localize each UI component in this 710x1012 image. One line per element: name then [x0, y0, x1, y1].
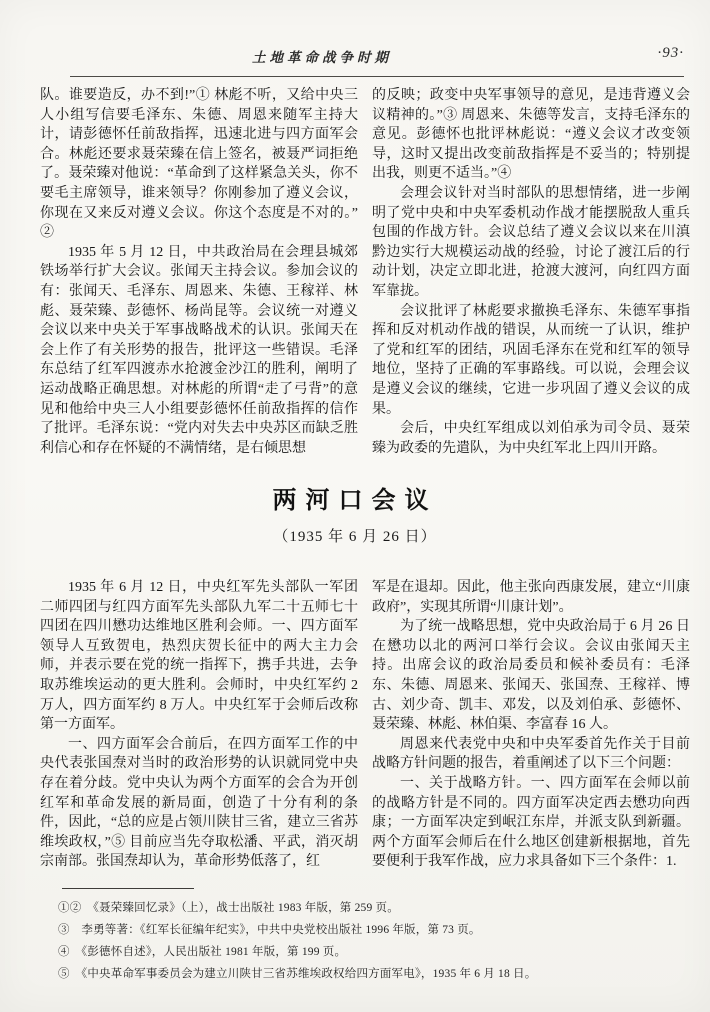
paragraph: 的反映；政变中央军事领导的意见，是违背遵义会议精神的。”③ 周恩来、朱德等发言，支持毛泽东的意见。彭德怀也批评林彪说：“遵义会议才改变领导，这时又提出改变前敌指挥是不妥当的；特别提出我，则更不适当。”④	[372, 88, 690, 182]
footnotes	[58, 897, 682, 985]
paragraph: 为了统一战略思想，党中央政治局于 6 月 26 日在懋功以北的两河口举行会议。会议由张闻天主持。出席会议的政治局委员和候补委员有：毛泽东、朱德、周恩来、张闻天、张国焘、王稼祥、博古、刘少奇、凯丰、邓发，以及刘伯承、彭德怀、聂荣臻、林彪、林伯渠、李富春 16 人。	[372, 619, 690, 733]
header-rule	[70, 76, 684, 77]
paragraph: 一、四方面军会合前后，在四方面军工作的中央代表张国焘对当时的政治形势的认识就同党中央存在着分歧。党中央认为两个方面军的会合为开创红军和革命发展的新局面，创造了十分有利的条件，因此，“总的应是占领川陕甘三省，建立三省苏维埃政权，”⑤ 目前应当先夺取松潘、平武，消灭胡宗南部。张国焘却认为，革命形势低落了，红	[40, 736, 358, 870]
footnote: ⑤ 《中央革命军事委员会为建立川陕甘三省苏维埃政权给四方面军电》，1935 年 6 月 18 日。	[58, 968, 537, 980]
paragraph: 队。谁要造反，办不到!”① 林彪不听，又给中央三人小组写信要毛泽东、朱德、周恩来随军主持大计，请彭德怀任前敌指挥，迅速北进与四方面军会合。林彪还要求聂荣臻在信上签名，被聂严词拒绝了。聂荣臻对他说：“革命到了这样紧急关头，你不要毛主席领导，谁来领导？你刚参加了遵义会议，你现在又来反对遵义会议。你这个态度是不对的。”②	[40, 88, 358, 241]
page-number: ·93·	[657, 45, 684, 61]
paragraph: 1935 年 5 月 12 日，中共政治局在会理县城郊铁场举行扩大会议。张闻天主持会议。参加会议的有：张闻天、毛泽东、周恩来、朱德、王稼祥、林彪、聂荣臻、彭德怀、杨尚昆等。会议统一对遵义会议以来中央关于军事战略战术的认识。张闻天在会上作了有关形势的报告，批评这一些错误。毛泽东总结了红军四渡赤水抢渡金沙江的胜利，阐明了运动战略正确思想。对林彪的所谓“走了弓背”的意见和他给中央三人小组要彭德怀任前敌指挥的信作了批评。毛泽东说：“党内对失去中央苏区而缺乏胜利信心和存在怀疑的不满情绪，是右倾思想	[40, 244, 358, 456]
running-title: 土地革命战争时期	[252, 50, 392, 65]
paragraph: 军是在退却。因此，他主张向西康发展，建立“川康政府”，实现其所谓“川康计划”。	[372, 580, 690, 615]
section-top	[40, 86, 690, 458]
paragraph: 会理会议针对当时部队的思想情绪，进一步阐明了党中央和中央军委机动作战才能摆脱敌人重兵包围的作战方针。会议总结了遵义会议以来在川滇黔边实行大规模运动战的经验，讨论了渡江后的行动计划，决定立即北进，抢渡大渡河，向红四方面军靠拢。	[372, 185, 690, 299]
column-bottom-right	[372, 578, 690, 872]
paragraph: 1935 年 6 月 12 日，中央红军先头部队一军团二师四团与红四方面军先头部队九军二十五师七十四团在四川懋功达维地区胜利会师。一、四方面军领导人互致贺电，热烈庆贺长征中的两大主力会师，并表示要在党的统一指挥下，携手共进，去争取苏维埃运动的更大胜利。会师时，中央红军约 2 万人，四方面军约 8 万人。中央红军于会师后改称第一方面军。	[40, 580, 358, 733]
paragraph: 周恩来代表党中央和中央军委首先作关于目前战略方针问题的报告，着重阐述了以下三个问题：	[372, 736, 690, 772]
column-top-right	[372, 86, 690, 458]
article-date: （1935 年 6 月 26 日）	[273, 529, 437, 545]
paragraph: 会议批评了林彪要求撤换毛泽东、朱德军事指挥和反对机动作战的错误，从而统一了认识，维护了党和红军的团结，巩固毛泽东在党和红军的领导地位，坚持了正确的军事路线。可以说，会理会议是遵义会议的继续，它进一步巩固了遵义会议的成果。	[372, 303, 690, 417]
article-title: 两河口会议	[272, 488, 438, 514]
paragraph: 一、关于战略方针。一、四方面军在会师以前的战略方针是不同的。四方面军决定西去懋功向西康；一方面军决定到岷江东岸，并派支队到新疆。两个方面军会师后在什么地区创建新根据地，首先要便利于我军作战，应力求具备如下三个条件：1.	[372, 775, 690, 870]
footnote: ①② 《聂荣臻回忆录》（上），战士出版社 1983 年版，第 259 页。	[58, 902, 399, 914]
section-bottom	[40, 578, 690, 872]
article-heading	[0, 480, 710, 546]
footnote: ④ 《彭德怀自述》，人民出版社 1981 年版，第 199 页。	[58, 946, 347, 958]
footnote: ③ 李勇等著：《红军长征编年纪实》，中共中央党校出版社 1996 年版，第 73 页。	[58, 924, 481, 936]
column-bottom-left	[40, 578, 358, 872]
column-top-left	[40, 86, 358, 458]
footnote-divider	[62, 888, 194, 889]
paragraph: 会后，中央红军组成以刘伯承为司令员、聂荣臻为政委的先遣队，为中央红军北上四川开路。	[372, 421, 690, 456]
